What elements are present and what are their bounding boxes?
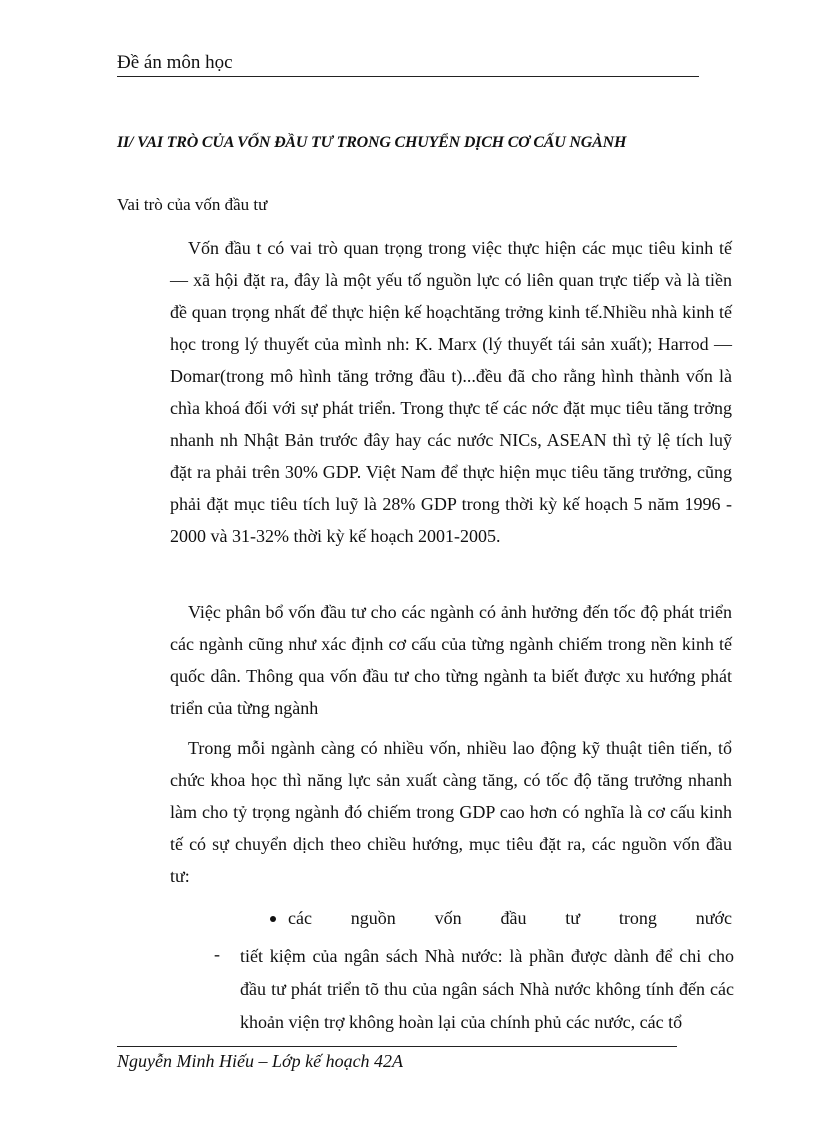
page-header: Đề án môn học xyxy=(117,52,233,73)
header-rule xyxy=(117,76,699,77)
page-footer: Nguyễn Minh Hiếu – Lớp kế hoạch 42A xyxy=(117,1051,404,1071)
paragraph-4: tiết kiệm của ngân sách Nhà nước: là phần được dành để chi cho đầu tư phát triển tõ thu của ngân sách Nhà nước không tính đến các khoản viện trợ không hoàn lại của chính phủ các nước, các tổ xyxy=(240,946,734,1032)
bullet-text: các nguồn vốn đầu tư trong nước xyxy=(288,908,732,928)
dash-marker: - xyxy=(214,944,220,964)
paragraph-2: Việc phân bổ vốn đầu tư cho các ngành có ảnh hưởng đến tốc độ phát triển các ngành cũng như xác định cơ cấu của từng ngành chiếm trong nền kinh tế quốc dân. Thông qua vốn đầu tư cho từng ngành ta biết được xu hướng phát triển của từng ngành xyxy=(170,602,732,718)
paragraph-3: Trong mỗi ngành càng có nhiều vốn, nhiều lao động kỹ thuật tiên tiến, tổ chức khoa học thì năng lực sản xuất càng tăng, có tốc độ tăng trưởng nhanh làm cho tỷ trọng ngành đó chiếm trong GDP cao hơn có nghĩa là cơ cấu kinh tế có sự chuyển dịch theo chiều hướng, mục tiêu đặt ra, các nguồn vốn đầu tư: xyxy=(170,738,732,886)
footer-rule xyxy=(117,1046,677,1047)
bullet-item xyxy=(270,908,732,929)
paragraph-1: Vốn đầu t có vai trò quan trọng trong việc thực hiện các mục tiêu kinh tế — xã hội đặt ra, đây là một yếu tố nguồn lực có liên quan trực tiếp và là tiền đề quan trọng nhất để thực hiện kế hoạchtăng trởng kinh tế.Nhiều nhà kinh tế học trong lý thuyết của mình nh: K. Marx (lý thuyết tái sản xuất); Harrod — Domar(trong mô hình tăng trởng đầu t)...đều đã cho rằng hình thành vốn là chìa khoá đối với sự phát triển. Trong thực tế các nớc đặt mục tiêu tăng trởng nhanh nh Nhật Bản trước đây hay các nước NICs, ASEAN thì tỷ lệ tích luỹ đặt ra phải trên 30% GDP. Việt Nam để thực hiện mục tiêu tăng trưởng, cũng phải đặt mục tiêu tích luỹ là 28% GDP trong thời kỳ kế hoạch 5 năm 1996 - 2000 và 31-32% thời kỳ kế hoạch 2001-2005. xyxy=(170,238,732,546)
subheading: Vai trò của vốn đầu tư xyxy=(117,195,268,214)
section-title: II/ VAI TRÒ CỦA VỐN ĐẦU TƯ TRONG CHUYỂN DỊCH CƠ CẤU NGÀNH xyxy=(117,134,627,151)
bullet-dot-icon xyxy=(270,916,276,922)
